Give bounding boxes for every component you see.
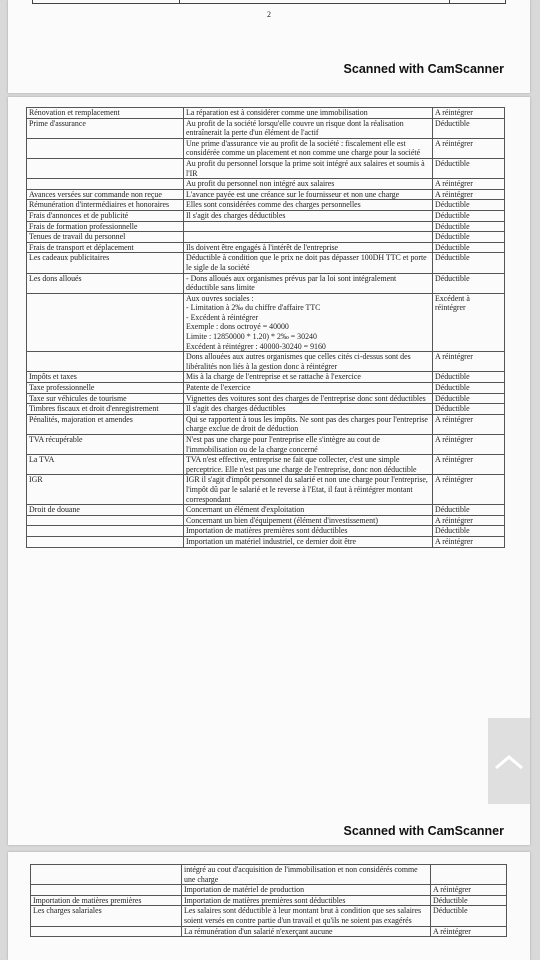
table-row: [27, 138, 505, 158]
charge-name-cell: [31, 865, 182, 885]
table-row: [31, 865, 507, 885]
fiscal-treatment-cell: A réintégrer: [433, 138, 505, 158]
charge-name-cell: [31, 885, 182, 896]
explanation-cell: Les salaires sont déductible à leur montant brut à condition que ses salaires soient versés en contre partie d'un travail et qu'ils ne soient pas exagérés: [182, 906, 431, 926]
explanation-cell: L'avance payée est une créance sur le fournisseur et non une charge: [184, 189, 433, 200]
charge-name-cell: Rémunération d'intermédiaires et honoraires: [27, 200, 184, 211]
charge-name-cell: Droit de douane: [27, 505, 184, 516]
explanation-cell: Aux ouvres sociales : - Limitation à 2‰ du chiffre d'affaire TTC - Excédent à réintégrer Exemple : dons octroyé = 40000 Limite : 12850000 * 1.20) * 2‰ = 30240 Excédent à réintégrer : 40000-30240 = 9160: [184, 293, 433, 352]
explanation-cell: Ils doivent être engagés à l'intérêt de l'entreprise: [184, 242, 433, 253]
explanation-cell: Une prime d'assurance vie au profit de la société : fiscalement elle est considérée comme un placement et non comme une charge pour la société: [184, 138, 433, 158]
fiscal-treatment-cell: Déductible: [433, 221, 505, 232]
charge-name-cell: [27, 138, 184, 158]
explanation-cell: intégré au cout d'acquisition de l'immobilisation et non considérés comme une charge: [182, 865, 431, 885]
fiscal-treatment-cell: Déductible: [433, 253, 505, 273]
explanation-cell: [184, 221, 433, 232]
table-row: [27, 273, 505, 293]
charge-name-cell: Frais de formation professionnelle: [27, 221, 184, 232]
fiscal-treatment-cell: A réintégrer: [433, 352, 505, 372]
explanation-cell: Importation de matières premières sont déductibles: [182, 895, 431, 906]
charge-name-cell: [27, 536, 184, 547]
charge-name-cell: TVA récupérable: [27, 435, 184, 455]
table-row: [31, 895, 507, 906]
charge-name-cell: Importation de matières premières: [31, 895, 182, 906]
fiscal-treatment-cell: A réintégrer: [433, 536, 505, 547]
table-row: [31, 885, 507, 896]
charge-name-cell: Taxe professionnelle: [27, 383, 184, 394]
table-row: [27, 108, 505, 119]
charge-name-cell: Prime d'assurance: [27, 118, 184, 138]
explanation-cell: Importation un matériel industriel, ce dernier doit être: [184, 536, 433, 547]
fiscal-treatment-cell: Déductible: [433, 372, 505, 383]
explanation-cell: - Dons alloués aux organismes prévus par la loi sont intégralement déductible sans limite: [184, 273, 433, 293]
fiscal-treatment-cell: A réintégrer: [433, 455, 505, 475]
fiscal-treatment-cell: A réintégrer: [431, 885, 507, 896]
document-page: [8, 97, 530, 845]
explanation-cell: Déductible à condition que le prix ne doit pas dépasser 100DH TTC et porte le sigle de la société: [184, 253, 433, 273]
charge-name-cell: Les cadeaux publicitaires: [27, 253, 184, 273]
fiscal-treatment-cell: Déductible: [433, 505, 505, 516]
fiscal-charges-table-continued: [30, 864, 507, 937]
table-row: [27, 383, 505, 394]
fiscal-treatment-cell: Déductible: [433, 118, 505, 138]
fiscal-treatment-cell: Déductible: [433, 210, 505, 221]
fiscal-treatment-cell: Déductible: [433, 393, 505, 404]
table-row: [31, 906, 507, 926]
table-row: [27, 372, 505, 383]
fiscal-treatment-cell: Déductible: [433, 383, 505, 394]
page-fragment-top: [8, 0, 530, 93]
charge-name-cell: [27, 158, 184, 178]
fiscal-treatment-cell: Déductible: [431, 895, 507, 906]
table-row: [27, 293, 505, 352]
charge-name-cell: IGR: [27, 475, 184, 505]
explanation-cell: TVA n'est effective, entreprise ne fait que collecter, c'est une simple perceptrice. Elle n'est pas une charge de l'entreprise, donc non déductible: [184, 455, 433, 475]
charge-name-cell: Taxe sur véhicules de tourisme: [27, 393, 184, 404]
charge-name-cell: Timbres fiscaux et droit d'enregistrement: [27, 404, 184, 415]
fiscal-treatment-cell: Excédent à réintégrer: [433, 293, 505, 352]
charge-name-cell: Frais d'annonces et de publicité: [27, 210, 184, 221]
explanation-cell: Vignettes des voitures sont des charges de l'entreprise donc sont déductibles: [184, 393, 433, 404]
charge-name-cell: [27, 352, 184, 372]
table-row: [27, 393, 505, 404]
table-row: [27, 232, 505, 243]
explanation-cell: Au profit de la société lorsqu'elle couvre un risque dont la réalisation entraînerait la perte d'un élément de l'actif: [184, 118, 433, 138]
charge-name-cell: [31, 926, 182, 937]
charge-name-cell: [27, 293, 184, 352]
explanation-cell: La réparation est à considérer comme une immobilisation: [184, 108, 433, 119]
fiscal-treatment-cell: A réintégrer: [433, 475, 505, 505]
explanation-cell: Elles sont considérées comme des charges personnelles: [184, 200, 433, 211]
fiscal-treatment-cell: Déductible: [433, 273, 505, 293]
camscanner-watermark: Scanned with CamScanner: [343, 62, 504, 76]
table-row: [27, 200, 505, 211]
camscanner-watermark: Scanned with CamScanner: [343, 824, 504, 838]
fiscal-treatment-cell: A réintégrer: [433, 189, 505, 200]
charge-name-cell: Impôts et taxes: [27, 372, 184, 383]
fiscal-treatment-cell: Déductible: [433, 242, 505, 253]
fiscal-treatment-cell: Déductible: [431, 906, 507, 926]
table-row: [27, 455, 505, 475]
table-row: [27, 414, 505, 434]
fiscal-treatment-cell: [431, 865, 507, 885]
charge-name-cell: [27, 526, 184, 537]
table-row: [27, 404, 505, 415]
explanation-cell: Concernant un élément d'exploitation: [184, 505, 433, 516]
charge-name-cell: Rénovation et remplacement: [27, 108, 184, 119]
chevron-up-icon: [494, 754, 524, 770]
explanation-cell: Il s'agit des charges déductibles: [184, 210, 433, 221]
explanation-cell: Il s'agit des charges déductibles: [184, 404, 433, 415]
fiscal-treatment-cell: A réintégrer: [433, 515, 505, 526]
explanation-cell: Importation de matières premières sont déductibles: [184, 526, 433, 537]
table-row: [27, 526, 505, 537]
document-page-next: [8, 852, 530, 960]
fiscal-treatment-cell: A réintégrer: [433, 435, 505, 455]
table-row: [27, 435, 505, 455]
fiscal-treatment-cell: Déductible: [433, 404, 505, 415]
table-row: [27, 118, 505, 138]
fiscal-treatment-cell: Déductible: [433, 158, 505, 178]
table-row: [27, 189, 505, 200]
table-row: [27, 253, 505, 273]
fiscal-treatment-cell: A réintégrer: [433, 179, 505, 190]
explanation-cell: Dons allouées aux autres organismes que celles cités ci-dessus sont des libéralités non liés à la gestion donc à réintégrer: [184, 352, 433, 372]
table-row: [27, 475, 505, 505]
fiscal-treatment-cell: Déductible: [433, 232, 505, 243]
table-fragment: [32, 0, 506, 4]
charge-name-cell: [27, 179, 184, 190]
charge-name-cell: Tenues de travail du personnel: [27, 232, 184, 243]
fiscal-treatment-cell: A réintégrer: [431, 926, 507, 937]
explanation-cell: La rémunération d'un salarié n'exerçant aucune: [182, 926, 431, 937]
explanation-cell: Mis à la charge de l'entreprise et se rattache à l'exercice: [184, 372, 433, 383]
table-row: [27, 179, 505, 190]
charge-name-cell: [27, 515, 184, 526]
table-row: [27, 210, 505, 221]
explanation-cell: N'est pas une charge pour l'entreprise elle s'intègre au cout de l'immobilisation ou de la charge concerné: [184, 435, 433, 455]
charge-name-cell: Avances versées sur commande non reçue: [27, 189, 184, 200]
explanation-cell: Au profit du personnel non intégré aux salaires: [184, 179, 433, 190]
explanation-cell: Importation de matériel de production: [182, 885, 431, 896]
fiscal-treatment-cell: A réintégrer: [433, 108, 505, 119]
charge-name-cell: La TVA: [27, 455, 184, 475]
scroll-to-top-button[interactable]: [488, 718, 530, 804]
fiscal-treatment-cell: Déductible: [433, 200, 505, 211]
charge-name-cell: Les dons alloués: [27, 273, 184, 293]
explanation-cell: Patente de l'exercice: [184, 383, 433, 394]
explanation-cell: Qui se rapportent à tous les impôts. Ne sont pas des charges pour l'entreprise charge exclue de droit de déduction: [184, 414, 433, 434]
charge-name-cell: Pénalités, majoration et amendes: [27, 414, 184, 434]
table-row: [27, 242, 505, 253]
fiscal-treatment-cell: Déductible: [433, 526, 505, 537]
table-row: [27, 536, 505, 547]
fiscal-treatment-cell: A réintégrer: [433, 414, 505, 434]
table-row: [31, 926, 507, 937]
explanation-cell: [184, 232, 433, 243]
table-row: [27, 352, 505, 372]
table-row: [27, 158, 505, 178]
table-row: [27, 515, 505, 526]
charge-name-cell: Les charges salariales: [31, 906, 182, 926]
explanation-cell: Au profit du personnel lorsque la prime soit intégré aux salaires et soumis à l'IR: [184, 158, 433, 178]
explanation-cell: Concernant un bien d'équipement (élément d'investissement): [184, 515, 433, 526]
charge-name-cell: Frais de transport et déplacement: [27, 242, 184, 253]
table-row: [27, 505, 505, 516]
explanation-cell: IGR il s'agit d'impôt personnel du salarié et non une charge pour l'entreprise, l'impôt dû par le salarié et le reverse à l'Etat, il faut à réintégrer montant correspondant: [184, 475, 433, 505]
fiscal-charges-table: [26, 107, 505, 548]
page-number: 2: [267, 10, 271, 19]
table-row: [27, 221, 505, 232]
